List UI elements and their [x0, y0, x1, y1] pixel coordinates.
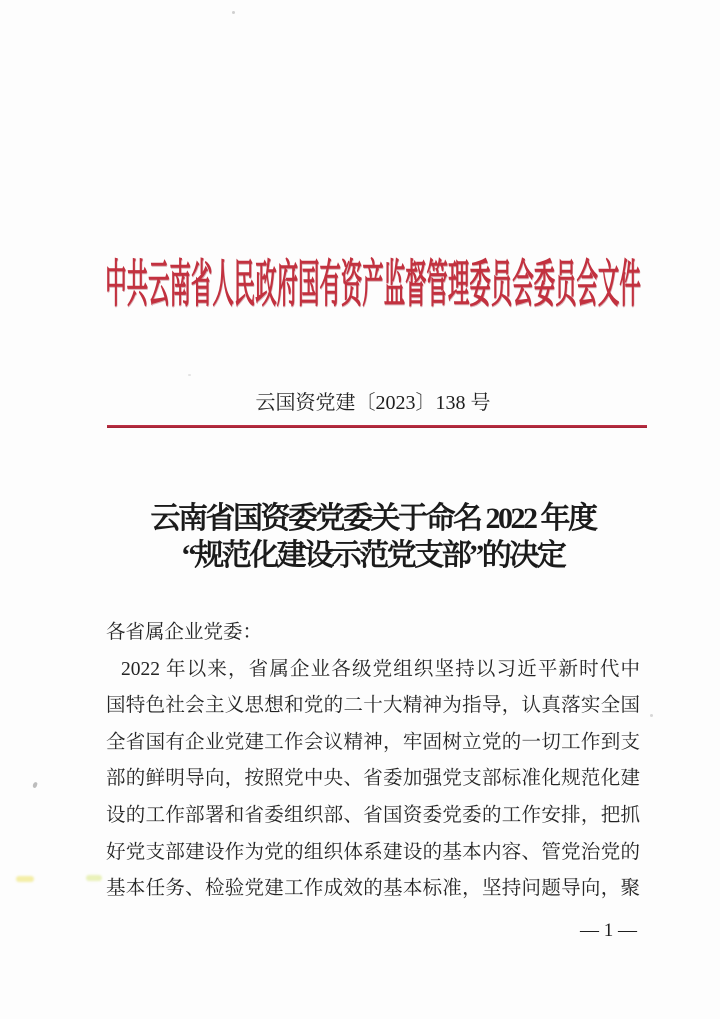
body-line: 2022 年以来，省属企业各级党组织坚持以习近平新时代中 [121, 658, 640, 680]
body-line: 全省国有企业党建工作会议精神，牢固树立党的一切工作到支 [106, 731, 640, 753]
body-line: 基本任务、检验党建工作成效的基本标准，坚持问题导向，聚 [106, 878, 640, 900]
red-divider-line [107, 425, 647, 428]
body-line: 国特色社会主义思想和党的二十大精神为指导，认真落实全国 [106, 695, 640, 717]
document-title-line2: “规范化建设示范党支部”的决定 [181, 539, 565, 572]
letterhead [0, 257, 720, 314]
body-line: 部的鲜明导向，按照党中央、省委加强党支部标准化规范化建 [106, 768, 640, 790]
scan-artifact-speck [32, 782, 38, 789]
scan-artifact-speck [232, 11, 235, 14]
document-title-line1: 云南省国资委党委关于命名 2022 年度 [150, 502, 596, 535]
scan-artifact-yellow-smudge [16, 876, 34, 882]
body-line: 好党支部建设作为党的组织体系建设的基本内容、管党治党的 [106, 841, 640, 863]
body-line: 设的工作部署和省委组织部、省国资委党委的工作安排，把抓 [106, 804, 640, 826]
letterhead-title: 中共云南省人民政府国有资产监督管理委员会委员会文件 [105, 257, 641, 314]
document-number: 云国资党建〔2023〕138 号 [255, 392, 491, 414]
scan-artifact-yellow-smudge [86, 875, 102, 881]
document-title [76, 500, 670, 574]
scan-artifact-speck [650, 714, 653, 717]
salutation: 各省属企业党委： [106, 622, 263, 643]
page-number: — 1 — [580, 920, 637, 941]
scan-artifact-speck [188, 374, 191, 376]
document-body [106, 615, 640, 908]
